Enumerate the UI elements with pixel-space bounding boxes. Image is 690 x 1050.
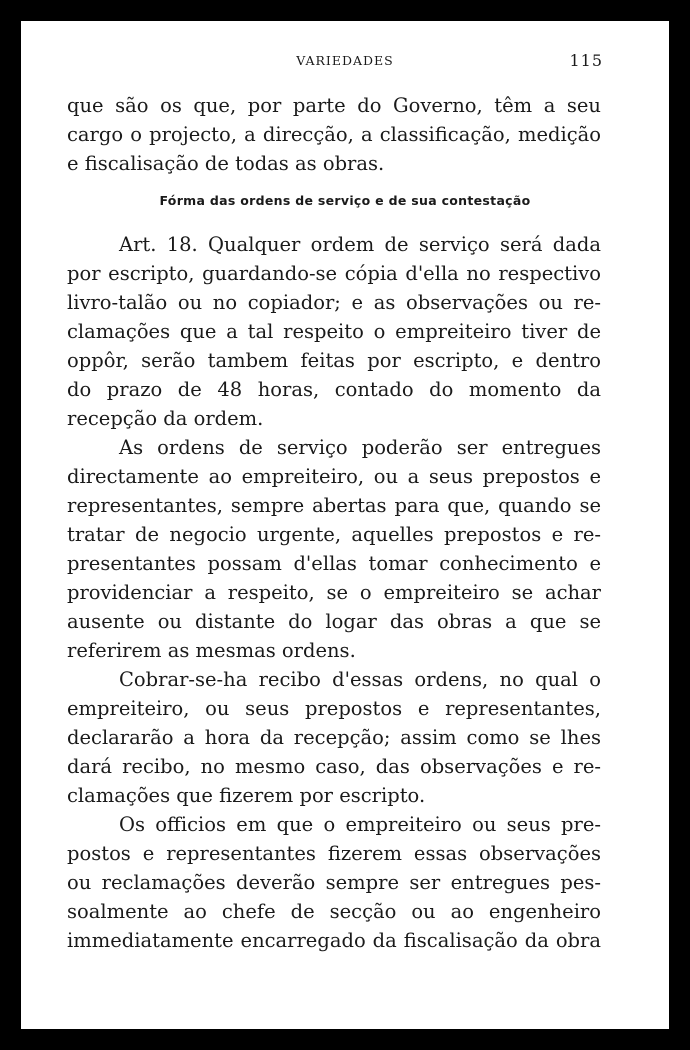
text-line: As ordens de serviço poderão ser entregues bbox=[119, 436, 601, 459]
text-line: ou reclamações deverão sempre ser entregues pes- bbox=[67, 871, 601, 894]
text-line: dará recibo, no mesmo caso, das observações e re- bbox=[67, 755, 601, 778]
text-line: clamações que a tal respeito o empreiteiro tiver de bbox=[67, 320, 601, 343]
text-line: livro-talão ou no copiador; e as observações ou re- bbox=[67, 291, 601, 314]
text-line: referirem as mesmas ordens. bbox=[67, 639, 356, 662]
running-title: VARIEDADES bbox=[296, 53, 394, 68]
text-line: presentantes possam d'ellas tomar conhecimento e bbox=[67, 552, 601, 575]
text-line: tratar de negocio urgente, aquelles prepostos e re- bbox=[67, 523, 601, 546]
text-line: recepção da ordem. bbox=[67, 407, 264, 430]
book-page bbox=[21, 21, 669, 1029]
text-line: que são os que, por parte do Governo, têm a seu bbox=[67, 94, 601, 117]
text-line: soalmente ao chefe de secção ou ao engenheiro bbox=[67, 900, 601, 923]
text-line: directamente ao empreiteiro, ou a seus prepostos e bbox=[67, 465, 601, 488]
text-line: immediatamente encarregado da fiscalisação da obra bbox=[67, 929, 601, 952]
text-line: empreiteiro, ou seus prepostos e representantes, bbox=[67, 697, 601, 720]
page-header bbox=[21, 51, 669, 71]
text-line: do prazo de 48 horas, contado do momento da bbox=[67, 378, 601, 401]
intro-paragraph bbox=[67, 91, 601, 178]
text-line: providenciar a respeito, se o empreiteiro se achar bbox=[67, 581, 601, 604]
text-line: Art. 18. Qualquer ordem de serviço será dada bbox=[119, 233, 601, 256]
text-line: e fiscalisação de todas as obras. bbox=[67, 152, 385, 175]
text-line: clamações que fizerem por escripto. bbox=[67, 784, 426, 807]
text-line: ausente ou distante do logar das obras a que se bbox=[67, 610, 601, 633]
text-line: por escripto, guardando-se cópia d'ella no respectivo bbox=[67, 262, 601, 285]
text-line: cargo o projecto, a direcção, a classificação, medição bbox=[67, 123, 601, 146]
text-line: Cobrar-se-ha recibo d'essas ordens, no qual o bbox=[119, 668, 601, 691]
text-line: postos e representantes fizerem essas observações bbox=[67, 842, 601, 865]
text-line: oppôr, serão tambem feitas por escripto, e dentro bbox=[67, 349, 601, 372]
text-line: Os officios em que o empreiteiro ou seus pre- bbox=[119, 813, 601, 836]
page-number: 115 bbox=[569, 51, 603, 70]
text-line: representantes, sempre abertas para que, quando se bbox=[67, 494, 601, 517]
article-18-body bbox=[67, 230, 601, 955]
text-line: declararão a hora da recepção; assim como se lhes bbox=[67, 726, 601, 749]
section-heading: Fórma das ordens de serviço e de sua contestação bbox=[159, 193, 531, 208]
